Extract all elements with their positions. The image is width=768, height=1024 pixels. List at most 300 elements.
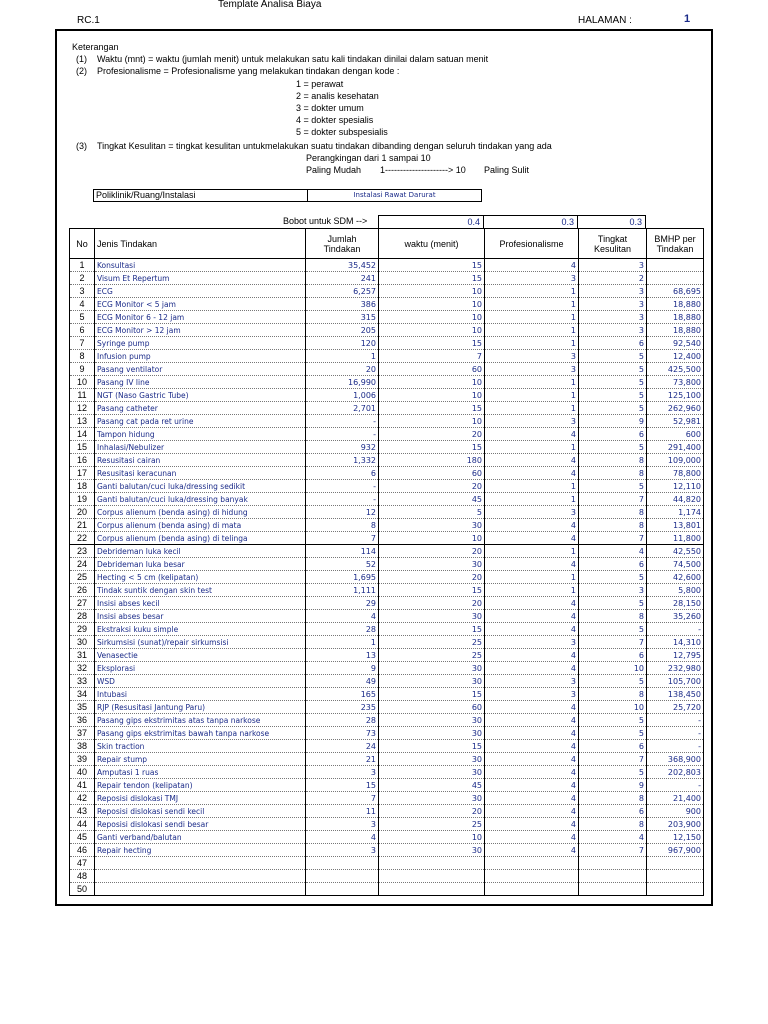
row-tingkat[interactable]: 5 — [579, 441, 647, 454]
row-bmhp[interactable]: 25,720 — [647, 701, 704, 714]
row-tingkat[interactable]: 8 — [579, 610, 647, 623]
row-jumlah[interactable]: 16,990 — [306, 376, 379, 389]
row-bmhp[interactable]: 967,900 — [647, 844, 704, 857]
row-waktu[interactable]: 15 — [379, 272, 485, 285]
row-jumlah[interactable]: 11 — [306, 805, 379, 818]
row-waktu[interactable]: 15 — [379, 337, 485, 350]
row-prof[interactable]: 4 — [485, 610, 579, 623]
row-waktu[interactable] — [379, 857, 485, 870]
row-prof[interactable]: 4 — [485, 727, 579, 740]
row-prof[interactable]: 1 — [485, 441, 579, 454]
row-jenis[interactable]: Pasang gips ekstrimitas atas tanpa narkose — [95, 714, 306, 727]
row-tingkat[interactable]: 5 — [579, 714, 647, 727]
bobot-waktu[interactable]: 0.4 — [378, 215, 484, 228]
row-tingkat[interactable]: 8 — [579, 792, 647, 805]
row-tingkat[interactable]: 10 — [579, 701, 647, 714]
row-tingkat[interactable]: 5 — [579, 597, 647, 610]
row-tingkat[interactable] — [579, 870, 647, 883]
row-jumlah[interactable]: - — [306, 480, 379, 493]
row-waktu[interactable]: 20 — [379, 571, 485, 584]
row-waktu[interactable] — [379, 870, 485, 883]
row-waktu[interactable]: 15 — [379, 441, 485, 454]
row-bmhp[interactable]: 125,100 — [647, 389, 704, 402]
row-bmhp[interactable]: 368,900 — [647, 753, 704, 766]
row-jenis[interactable] — [95, 883, 306, 896]
row-jumlah[interactable]: 28 — [306, 623, 379, 636]
row-jumlah[interactable]: 1,111 — [306, 584, 379, 597]
row-bmhp[interactable]: 42,550 — [647, 545, 704, 558]
row-prof[interactable]: 4 — [485, 467, 579, 480]
row-jenis[interactable]: Intubasi — [95, 688, 306, 701]
row-waktu[interactable]: 30 — [379, 558, 485, 571]
row-tingkat[interactable] — [579, 883, 647, 896]
row-prof[interactable]: 4 — [485, 779, 579, 792]
row-jenis[interactable]: Corpus alienum (benda asing) di telinga — [95, 532, 306, 545]
row-tingkat[interactable]: 6 — [579, 337, 647, 350]
row-prof[interactable]: 1 — [485, 571, 579, 584]
row-waktu[interactable]: 15 — [379, 259, 485, 272]
row-jumlah[interactable]: 3 — [306, 766, 379, 779]
row-jumlah[interactable]: - — [306, 493, 379, 506]
row-tingkat[interactable]: 8 — [579, 467, 647, 480]
row-waktu[interactable]: 10 — [379, 532, 485, 545]
row-jumlah[interactable]: 1 — [306, 636, 379, 649]
row-jumlah[interactable]: 6 — [306, 467, 379, 480]
row-tingkat[interactable]: 5 — [579, 350, 647, 363]
row-jenis[interactable]: Resusitasi keracunan — [95, 467, 306, 480]
row-jenis[interactable]: Resusitasi cairan — [95, 454, 306, 467]
row-waktu[interactable]: 10 — [379, 376, 485, 389]
row-waktu[interactable]: 25 — [379, 649, 485, 662]
row-tingkat[interactable]: 5 — [579, 376, 647, 389]
row-prof[interactable] — [485, 883, 579, 896]
row-jenis[interactable]: Tampon hidung — [95, 428, 306, 441]
row-jumlah[interactable]: 28 — [306, 714, 379, 727]
row-bmhp[interactable]: 425,500 — [647, 363, 704, 376]
row-waktu[interactable]: 30 — [379, 844, 485, 857]
row-bmhp[interactable]: - — [647, 714, 704, 727]
row-jumlah[interactable]: 120 — [306, 337, 379, 350]
row-waktu[interactable]: 20 — [379, 545, 485, 558]
row-jumlah[interactable]: 49 — [306, 675, 379, 688]
row-tingkat[interactable]: 3 — [579, 298, 647, 311]
row-prof[interactable]: 4 — [485, 701, 579, 714]
row-prof[interactable]: 1 — [485, 324, 579, 337]
row-jenis[interactable]: Konsultasi — [95, 259, 306, 272]
row-tingkat[interactable]: 6 — [579, 740, 647, 753]
row-bmhp[interactable]: 44,820 — [647, 493, 704, 506]
row-prof[interactable]: 3 — [485, 506, 579, 519]
row-jenis[interactable]: WSD — [95, 675, 306, 688]
row-bmhp[interactable]: 291,400 — [647, 441, 704, 454]
row-waktu[interactable]: 30 — [379, 662, 485, 675]
row-jenis[interactable]: Insisi abses besar — [95, 610, 306, 623]
row-jenis[interactable]: RJP (Resusitasi Jantung Paru) — [95, 701, 306, 714]
row-prof[interactable]: 1 — [485, 311, 579, 324]
row-tingkat[interactable]: 5 — [579, 480, 647, 493]
row-tingkat[interactable] — [579, 857, 647, 870]
row-jumlah[interactable]: 1,332 — [306, 454, 379, 467]
row-jumlah[interactable]: 4 — [306, 831, 379, 844]
row-tingkat[interactable]: 5 — [579, 571, 647, 584]
row-tingkat[interactable]: 6 — [579, 805, 647, 818]
row-tingkat[interactable]: 3 — [579, 259, 647, 272]
bobot-tingkat[interactable]: 0.3 — [578, 215, 646, 228]
row-prof[interactable]: 4 — [485, 818, 579, 831]
row-prof[interactable]: 3 — [485, 363, 579, 376]
row-jenis[interactable]: Reposisi dislokasi sendi besar — [95, 818, 306, 831]
row-waktu[interactable]: 10 — [379, 298, 485, 311]
row-waktu[interactable]: 15 — [379, 688, 485, 701]
row-bmhp[interactable]: 18,880 — [647, 324, 704, 337]
row-jenis[interactable]: Venasectie — [95, 649, 306, 662]
row-prof[interactable]: 4 — [485, 428, 579, 441]
row-waktu[interactable]: 15 — [379, 402, 485, 415]
row-bmhp[interactable]: 28,150 — [647, 597, 704, 610]
row-jumlah[interactable]: 24 — [306, 740, 379, 753]
row-waktu[interactable]: 10 — [379, 389, 485, 402]
row-tingkat[interactable]: 5 — [579, 623, 647, 636]
row-prof[interactable]: 1 — [485, 584, 579, 597]
row-bmhp[interactable]: - — [647, 740, 704, 753]
row-jenis[interactable]: Inhalasi/Nebulizer — [95, 441, 306, 454]
row-waktu[interactable]: 30 — [379, 519, 485, 532]
row-jenis[interactable]: Skin traction — [95, 740, 306, 753]
row-jenis[interactable]: Ganti balutan/cuci luka/dressing sedikit — [95, 480, 306, 493]
row-jumlah[interactable]: 315 — [306, 311, 379, 324]
row-jenis[interactable]: Corpus alienum (benda asing) di hidung — [95, 506, 306, 519]
row-tingkat[interactable]: 4 — [579, 545, 647, 558]
row-jumlah[interactable]: 52 — [306, 558, 379, 571]
row-bmhp[interactable]: 21,400 — [647, 792, 704, 805]
row-tingkat[interactable]: 8 — [579, 506, 647, 519]
row-bmhp[interactable] — [647, 857, 704, 870]
row-waktu[interactable]: 25 — [379, 818, 485, 831]
row-prof[interactable]: 1 — [485, 337, 579, 350]
row-bmhp[interactable]: 12,110 — [647, 480, 704, 493]
row-prof[interactable]: 4 — [485, 558, 579, 571]
row-prof[interactable]: 4 — [485, 597, 579, 610]
row-waktu[interactable]: 15 — [379, 584, 485, 597]
row-bmhp[interactable]: - — [647, 727, 704, 740]
row-tingkat[interactable]: 8 — [579, 454, 647, 467]
row-jumlah[interactable]: 7 — [306, 532, 379, 545]
row-bmhp[interactable]: 73,800 — [647, 376, 704, 389]
row-waktu[interactable]: 10 — [379, 831, 485, 844]
row-prof[interactable]: 4 — [485, 805, 579, 818]
row-jumlah[interactable]: 114 — [306, 545, 379, 558]
row-jenis[interactable]: Debrideman luka besar — [95, 558, 306, 571]
row-bmhp[interactable]: 138,450 — [647, 688, 704, 701]
poli-value[interactable]: Instalasi Rawat Darurat — [353, 191, 436, 199]
row-bmhp[interactable]: 18,880 — [647, 298, 704, 311]
row-jenis[interactable]: Sirkumsisi (sunat)/repair sirkumsisi — [95, 636, 306, 649]
row-jenis[interactable]: Hecting < 5 cm (kelipatan) — [95, 571, 306, 584]
row-jenis[interactable]: NGT (Naso Gastric Tube) — [95, 389, 306, 402]
row-bmhp[interactable]: 262,960 — [647, 402, 704, 415]
table-row — [70, 532, 704, 545]
row-waktu[interactable]: 20 — [379, 480, 485, 493]
row-jumlah[interactable]: 1,006 — [306, 389, 379, 402]
row-tingkat[interactable]: 7 — [579, 844, 647, 857]
row-waktu[interactable]: 60 — [379, 467, 485, 480]
row-prof[interactable]: 4 — [485, 844, 579, 857]
row-jumlah[interactable]: 3 — [306, 818, 379, 831]
row-tingkat[interactable]: 6 — [579, 558, 647, 571]
row-waktu[interactable]: 15 — [379, 623, 485, 636]
row-jumlah[interactable]: - — [306, 428, 379, 441]
row-waktu[interactable]: 30 — [379, 766, 485, 779]
row-jumlah[interactable] — [306, 883, 379, 896]
row-prof[interactable]: 4 — [485, 532, 579, 545]
row-prof[interactable]: 1 — [485, 389, 579, 402]
row-jenis[interactable]: ECG Monitor 6 - 12 jam — [95, 311, 306, 324]
row-jumlah[interactable] — [306, 857, 379, 870]
row-prof[interactable]: 1 — [485, 376, 579, 389]
row-jenis[interactable]: Repair stump — [95, 753, 306, 766]
row-jumlah[interactable]: 15 — [306, 779, 379, 792]
row-jumlah[interactable]: 205 — [306, 324, 379, 337]
row-jumlah[interactable]: 8 — [306, 519, 379, 532]
row-jumlah[interactable]: 386 — [306, 298, 379, 311]
row-bmhp[interactable] — [647, 883, 704, 896]
row-jenis[interactable]: ECG — [95, 285, 306, 298]
row-bmhp[interactable]: 232,980 — [647, 662, 704, 675]
row-prof[interactable]: 4 — [485, 766, 579, 779]
row-tingkat[interactable]: 5 — [579, 402, 647, 415]
row-waktu[interactable]: 45 — [379, 493, 485, 506]
row-tingkat[interactable]: 10 — [579, 662, 647, 675]
row-bmhp[interactable]: 600 — [647, 428, 704, 441]
row-jenis[interactable]: Repair hecting — [95, 844, 306, 857]
row-waktu[interactable]: 20 — [379, 805, 485, 818]
row-prof[interactable]: 4 — [485, 740, 579, 753]
row-jumlah[interactable]: 13 — [306, 649, 379, 662]
row-tingkat[interactable]: 3 — [579, 285, 647, 298]
row-jenis[interactable]: Pasang catheter — [95, 402, 306, 415]
row-jenis[interactable]: ECG Monitor < 5 jam — [95, 298, 306, 311]
row-prof[interactable]: 3 — [485, 350, 579, 363]
row-jenis[interactable]: ECG Monitor > 12 jam — [95, 324, 306, 337]
row-jumlah[interactable]: 6,257 — [306, 285, 379, 298]
row-waktu[interactable]: 30 — [379, 727, 485, 740]
row-jenis[interactable]: Ekstraksi kuku simple — [95, 623, 306, 636]
row-bmhp[interactable]: 109,000 — [647, 454, 704, 467]
row-prof[interactable]: 4 — [485, 662, 579, 675]
row-jumlah[interactable]: - — [306, 415, 379, 428]
row-waktu[interactable]: 10 — [379, 311, 485, 324]
row-prof[interactable]: 4 — [485, 649, 579, 662]
row-waktu[interactable]: 60 — [379, 363, 485, 376]
row-jumlah[interactable]: 9 — [306, 662, 379, 675]
row-bmhp[interactable]: - — [647, 623, 704, 636]
row-prof[interactable]: 4 — [485, 792, 579, 805]
row-jenis[interactable]: Pasang cat pada ret urine — [95, 415, 306, 428]
row-tingkat[interactable]: 7 — [579, 753, 647, 766]
row-waktu[interactable]: 30 — [379, 792, 485, 805]
row-tingkat[interactable]: 8 — [579, 519, 647, 532]
row-waktu[interactable]: 180 — [379, 454, 485, 467]
row-tingkat[interactable]: 3 — [579, 311, 647, 324]
row-tingkat[interactable]: 4 — [579, 831, 647, 844]
row-bmhp[interactable]: 35,260 — [647, 610, 704, 623]
row-prof[interactable]: 1 — [485, 493, 579, 506]
row-jenis[interactable] — [95, 857, 306, 870]
row-prof[interactable]: 4 — [485, 259, 579, 272]
row-prof[interactable]: 3 — [485, 636, 579, 649]
row-bmhp[interactable]: 12,795 — [647, 649, 704, 662]
row-bmhp[interactable]: 11,800 — [647, 532, 704, 545]
row-jumlah[interactable]: 29 — [306, 597, 379, 610]
row-prof[interactable]: 4 — [485, 714, 579, 727]
row-jumlah[interactable]: 21 — [306, 753, 379, 766]
row-prof[interactable]: 1 — [485, 298, 579, 311]
row-tingkat[interactable]: 5 — [579, 675, 647, 688]
row-jenis[interactable]: Tindak suntik dengan skin test — [95, 584, 306, 597]
row-bmhp[interactable]: 68,695 — [647, 285, 704, 298]
row-jumlah[interactable]: 1,695 — [306, 571, 379, 584]
row-jumlah[interactable]: 2,701 — [306, 402, 379, 415]
row-prof[interactable] — [485, 857, 579, 870]
row-waktu[interactable]: 10 — [379, 324, 485, 337]
row-waktu[interactable]: 7 — [379, 350, 485, 363]
row-jenis[interactable]: Reposisi dislokasi TMJ — [95, 792, 306, 805]
row-tingkat[interactable]: 5 — [579, 363, 647, 376]
row-prof[interactable]: 4 — [485, 519, 579, 532]
row-waktu[interactable]: 20 — [379, 428, 485, 441]
row-bmhp[interactable]: 5,800 — [647, 584, 704, 597]
row-jenis[interactable]: Ganti verband/balutan — [95, 831, 306, 844]
row-jumlah[interactable]: 20 — [306, 363, 379, 376]
row-tingkat[interactable]: 5 — [579, 766, 647, 779]
row-jenis[interactable]: Pasang gips ekstrimitas bawah tanpa narkose — [95, 727, 306, 740]
row-waktu[interactable]: 60 — [379, 701, 485, 714]
row-waktu[interactable]: 30 — [379, 714, 485, 727]
row-jumlah[interactable]: 932 — [306, 441, 379, 454]
row-waktu[interactable]: 25 — [379, 636, 485, 649]
row-prof[interactable]: 4 — [485, 454, 579, 467]
row-bmhp[interactable]: 202,803 — [647, 766, 704, 779]
row-bmhp[interactable]: 1,174 — [647, 506, 704, 519]
row-jumlah[interactable]: 35,452 — [306, 259, 379, 272]
row-prof[interactable]: 4 — [485, 753, 579, 766]
row-bmhp[interactable] — [647, 259, 704, 272]
row-tingkat[interactable]: 6 — [579, 428, 647, 441]
row-prof[interactable]: 4 — [485, 623, 579, 636]
row-jumlah[interactable]: 73 — [306, 727, 379, 740]
row-tingkat[interactable]: 8 — [579, 818, 647, 831]
bobot-profesionalisme[interactable]: 0.3 — [484, 215, 578, 228]
row-jenis[interactable]: Pasang IV line — [95, 376, 306, 389]
row-jumlah[interactable] — [306, 870, 379, 883]
row-bmhp[interactable]: 203,900 — [647, 818, 704, 831]
row-jumlah[interactable]: 165 — [306, 688, 379, 701]
row-jenis[interactable]: Reposisi dislokasi sendi kecil — [95, 805, 306, 818]
row-bmhp[interactable] — [647, 272, 704, 285]
row-jumlah[interactable]: 241 — [306, 272, 379, 285]
row-jenis[interactable]: Debrideman luka kecil — [95, 545, 306, 558]
row-waktu[interactable] — [379, 883, 485, 896]
row-jenis[interactable]: Eksplorasi — [95, 662, 306, 675]
row-prof[interactable]: 4 — [485, 831, 579, 844]
row-tingkat[interactable]: 7 — [579, 532, 647, 545]
row-jumlah[interactable]: 235 — [306, 701, 379, 714]
row-prof[interactable]: 3 — [485, 675, 579, 688]
row-bmhp[interactable]: 18,880 — [647, 311, 704, 324]
row-waktu[interactable]: 10 — [379, 415, 485, 428]
row-jenis[interactable]: Pasang ventilator — [95, 363, 306, 376]
row-tingkat[interactable]: 8 — [579, 688, 647, 701]
row-tingkat[interactable]: 3 — [579, 584, 647, 597]
row-tingkat[interactable]: 9 — [579, 779, 647, 792]
row-prof[interactable]: 1 — [485, 545, 579, 558]
row-tingkat[interactable]: 3 — [579, 324, 647, 337]
row-waktu[interactable]: 45 — [379, 779, 485, 792]
row-waktu[interactable]: 30 — [379, 753, 485, 766]
row-waktu[interactable]: 30 — [379, 610, 485, 623]
row-bmhp[interactable] — [647, 870, 704, 883]
row-jenis[interactable] — [95, 870, 306, 883]
row-tingkat[interactable]: 5 — [579, 727, 647, 740]
row-jenis[interactable]: Amputasi 1 ruas — [95, 766, 306, 779]
row-jumlah[interactable]: 3 — [306, 844, 379, 857]
row-jenis[interactable]: Ganti balutan/cuci luka/dressing banyak — [95, 493, 306, 506]
row-jenis[interactable]: Corpus alienum (benda asing) di mata — [95, 519, 306, 532]
row-prof[interactable]: 1 — [485, 480, 579, 493]
row-jumlah[interactable]: 7 — [306, 792, 379, 805]
row-tingkat[interactable]: 9 — [579, 415, 647, 428]
row-tingkat[interactable]: 7 — [579, 493, 647, 506]
row-jumlah[interactable]: 12 — [306, 506, 379, 519]
row-jenis[interactable]: Insisi abses kecil — [95, 597, 306, 610]
row-waktu[interactable]: 30 — [379, 675, 485, 688]
row-bmhp[interactable]: 13,801 — [647, 519, 704, 532]
row-jumlah[interactable]: 1 — [306, 350, 379, 363]
row-bmhp[interactable]: 105,700 — [647, 675, 704, 688]
row-bmhp[interactable]: 12,150 — [647, 831, 704, 844]
row-bmhp[interactable]: 78,800 — [647, 467, 704, 480]
row-tingkat[interactable]: 6 — [579, 649, 647, 662]
row-bmhp[interactable]: 12,400 — [647, 350, 704, 363]
row-bmhp[interactable]: 900 — [647, 805, 704, 818]
row-prof[interactable] — [485, 870, 579, 883]
row-bmhp[interactable]: - — [647, 779, 704, 792]
row-jenis[interactable]: Syringe pump — [95, 337, 306, 350]
row-bmhp[interactable]: 74,500 — [647, 558, 704, 571]
row-waktu[interactable]: 5 — [379, 506, 485, 519]
row-tingkat[interactable]: 7 — [579, 636, 647, 649]
row-jenis[interactable]: Infusion pump — [95, 350, 306, 363]
row-waktu[interactable]: 15 — [379, 740, 485, 753]
row-waktu[interactable]: 10 — [379, 285, 485, 298]
row-bmhp[interactable]: 52,981 — [647, 415, 704, 428]
row-prof[interactable]: 3 — [485, 688, 579, 701]
row-bmhp[interactable]: 42,600 — [647, 571, 704, 584]
row-jenis[interactable]: Repair tendon (kelipatan) — [95, 779, 306, 792]
row-bmhp[interactable]: 14,310 — [647, 636, 704, 649]
row-tingkat[interactable]: 2 — [579, 272, 647, 285]
row-prof[interactable]: 3 — [485, 415, 579, 428]
row-jumlah[interactable]: 4 — [306, 610, 379, 623]
row-no: 40 — [70, 766, 95, 779]
row-jenis[interactable]: Visum Et Repertum — [95, 272, 306, 285]
row-prof[interactable]: 1 — [485, 402, 579, 415]
row-bmhp[interactable]: 92,540 — [647, 337, 704, 350]
row-tingkat[interactable]: 5 — [579, 389, 647, 402]
row-prof[interactable]: 3 — [485, 272, 579, 285]
row-waktu[interactable]: 20 — [379, 597, 485, 610]
row-prof[interactable]: 1 — [485, 285, 579, 298]
